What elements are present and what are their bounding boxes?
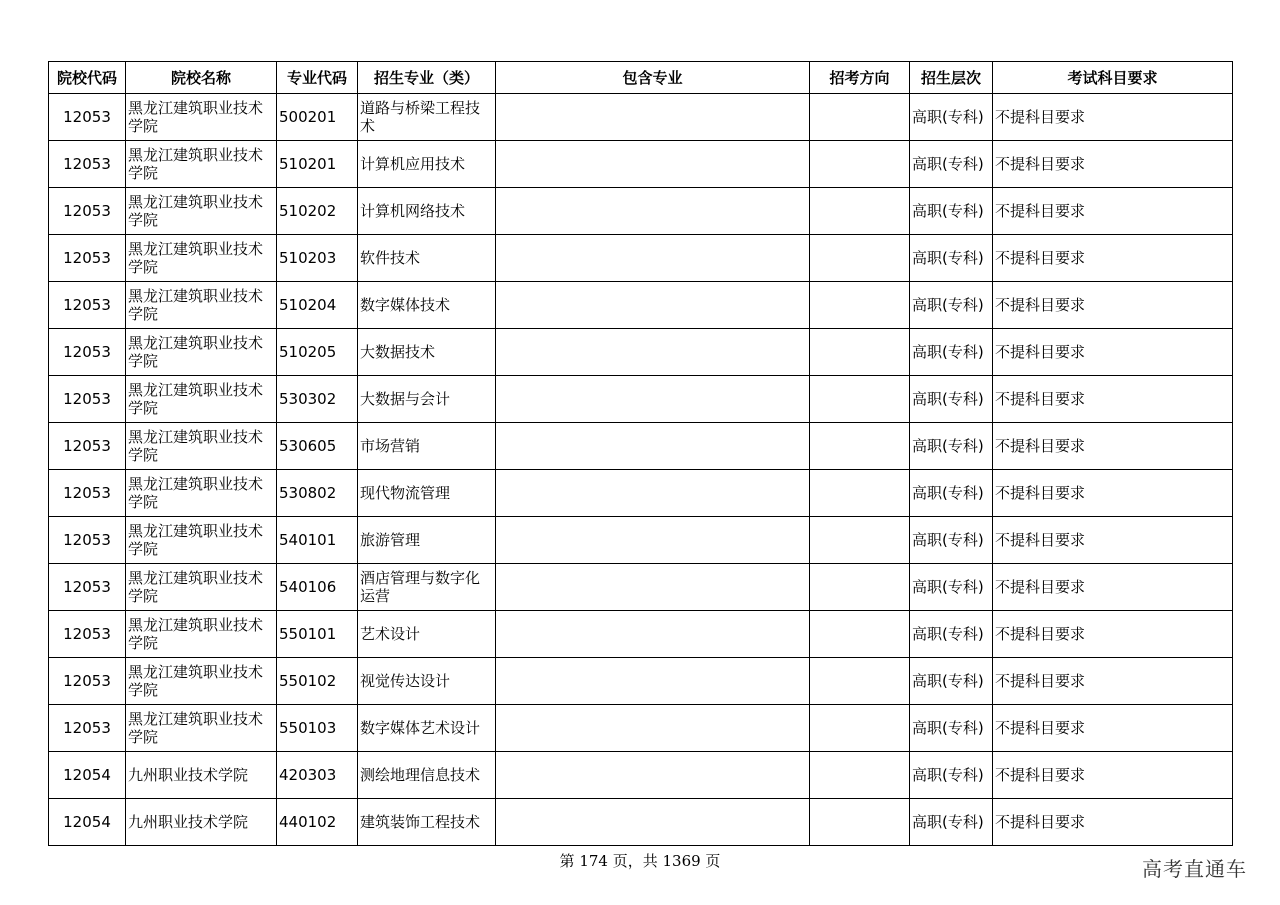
- cell-included-majors: [496, 752, 810, 799]
- cell-level: 高职(专科): [910, 188, 993, 235]
- cell-school-code: 12053: [49, 705, 126, 752]
- cell-level: 高职(专科): [910, 423, 993, 470]
- cell-exam-direction: [810, 564, 910, 611]
- cell-included-majors: [496, 658, 810, 705]
- cell-included-majors: [496, 611, 810, 658]
- cell-school-code: 12053: [49, 470, 126, 517]
- cell-included-majors: [496, 235, 810, 282]
- cell-major-category: 测绘地理信息技术: [358, 752, 496, 799]
- cell-included-majors: [496, 423, 810, 470]
- cell-subject-requirement: 不提科目要求: [993, 517, 1233, 564]
- cell-major-category: 现代物流管理: [358, 470, 496, 517]
- cell-subject-requirement: 不提科目要求: [993, 705, 1233, 752]
- cell-major-code: 530605: [277, 423, 358, 470]
- cell-exam-direction: [810, 329, 910, 376]
- cell-school-name: 黑龙江建筑职业技术学院: [126, 658, 277, 705]
- cell-subject-requirement: 不提科目要求: [993, 376, 1233, 423]
- header-included-majors: 包含专业: [496, 62, 810, 94]
- cell-school-name: 黑龙江建筑职业技术学院: [126, 94, 277, 141]
- cell-major-category: 艺术设计: [358, 611, 496, 658]
- watermark-logo-text: 高考直通车: [1142, 857, 1247, 881]
- cell-subject-requirement: 不提科目要求: [993, 658, 1233, 705]
- table-row: [49, 376, 1233, 423]
- cell-school-code: 12053: [49, 188, 126, 235]
- cell-exam-direction: [810, 517, 910, 564]
- cell-major-code: 550101: [277, 611, 358, 658]
- cell-included-majors: [496, 94, 810, 141]
- cell-included-majors: [496, 188, 810, 235]
- cell-school-code: 12053: [49, 564, 126, 611]
- cell-exam-direction: [810, 94, 910, 141]
- cell-major-category: 视觉传达设计: [358, 658, 496, 705]
- cell-major-code: 440102: [277, 799, 358, 846]
- cell-exam-direction: [810, 470, 910, 517]
- cell-school-code: 12053: [49, 517, 126, 564]
- cell-major-code: 530302: [277, 376, 358, 423]
- table-row: [49, 188, 1233, 235]
- cell-major-category: 软件技术: [358, 235, 496, 282]
- cell-exam-direction: [810, 141, 910, 188]
- cell-level: 高职(专科): [910, 376, 993, 423]
- cell-included-majors: [496, 329, 810, 376]
- cell-exam-direction: [810, 611, 910, 658]
- cell-subject-requirement: 不提科目要求: [993, 94, 1233, 141]
- table-row: [49, 564, 1233, 611]
- cell-major-category: 数字媒体技术: [358, 282, 496, 329]
- cell-major-code: 510205: [277, 329, 358, 376]
- cell-major-category: 计算机网络技术: [358, 188, 496, 235]
- cell-major-code: 510202: [277, 188, 358, 235]
- cell-school-code: 12053: [49, 423, 126, 470]
- table-row: [49, 329, 1233, 376]
- cell-school-code: 12054: [49, 799, 126, 846]
- header-subject-requirement: 考试科目要求: [993, 62, 1233, 94]
- table-row: [49, 611, 1233, 658]
- cell-major-code: 540101: [277, 517, 358, 564]
- cell-exam-direction: [810, 658, 910, 705]
- cell-exam-direction: [810, 188, 910, 235]
- cell-included-majors: [496, 799, 810, 846]
- cell-school-code: 12053: [49, 329, 126, 376]
- cell-level: 高职(专科): [910, 141, 993, 188]
- cell-subject-requirement: 不提科目要求: [993, 564, 1233, 611]
- cell-level: 高职(专科): [910, 611, 993, 658]
- cell-level: 高职(专科): [910, 94, 993, 141]
- cell-school-code: 12053: [49, 376, 126, 423]
- cell-major-code: 420303: [277, 752, 358, 799]
- cell-school-name: 九州职业技术学院: [126, 799, 277, 846]
- cell-exam-direction: [810, 376, 910, 423]
- table-row: [49, 517, 1233, 564]
- cell-school-name: 黑龙江建筑职业技术学院: [126, 188, 277, 235]
- cell-major-category: 计算机应用技术: [358, 141, 496, 188]
- cell-subject-requirement: 不提科目要求: [993, 611, 1233, 658]
- cell-school-name: 九州职业技术学院: [126, 752, 277, 799]
- cell-major-category: 大数据与会计: [358, 376, 496, 423]
- cell-major-category: 建筑装饰工程技术: [358, 799, 496, 846]
- header-school-code: 院校代码: [49, 62, 126, 94]
- cell-school-name: 黑龙江建筑职业技术学院: [126, 705, 277, 752]
- cell-school-name: 黑龙江建筑职业技术学院: [126, 611, 277, 658]
- cell-subject-requirement: 不提科目要求: [993, 329, 1233, 376]
- cell-included-majors: [496, 470, 810, 517]
- table-header-row: [49, 62, 1233, 94]
- cell-subject-requirement: 不提科目要求: [993, 235, 1233, 282]
- cell-exam-direction: [810, 282, 910, 329]
- cell-school-name: 黑龙江建筑职业技术学院: [126, 235, 277, 282]
- header-major-category: 招生专业（类）: [358, 62, 496, 94]
- table-row: [49, 799, 1233, 846]
- cell-exam-direction: [810, 799, 910, 846]
- cell-subject-requirement: 不提科目要求: [993, 282, 1233, 329]
- header-school-name: 院校名称: [126, 62, 277, 94]
- cell-school-code: 12053: [49, 282, 126, 329]
- cell-major-category: 酒店管理与数字化运营: [358, 564, 496, 611]
- cell-subject-requirement: 不提科目要求: [993, 423, 1233, 470]
- cell-school-name: 黑龙江建筑职业技术学院: [126, 564, 277, 611]
- cell-major-category: 市场营销: [358, 423, 496, 470]
- cell-major-code: 500201: [277, 94, 358, 141]
- cell-subject-requirement: 不提科目要求: [993, 141, 1233, 188]
- table-row: [49, 94, 1233, 141]
- table-row: [49, 141, 1233, 188]
- table-row: [49, 235, 1233, 282]
- cell-subject-requirement: 不提科目要求: [993, 752, 1233, 799]
- header-major-code: 专业代码: [277, 62, 358, 94]
- cell-major-code: 530802: [277, 470, 358, 517]
- cell-major-code: 550102: [277, 658, 358, 705]
- cell-exam-direction: [810, 235, 910, 282]
- cell-included-majors: [496, 517, 810, 564]
- cell-major-code: 510204: [277, 282, 358, 329]
- cell-major-category: 数字媒体艺术设计: [358, 705, 496, 752]
- cell-included-majors: [496, 564, 810, 611]
- cell-school-code: 12053: [49, 141, 126, 188]
- cell-exam-direction: [810, 705, 910, 752]
- cell-school-name: 黑龙江建筑职业技术学院: [126, 376, 277, 423]
- cell-level: 高职(专科): [910, 470, 993, 517]
- header-level: 招生层次: [910, 62, 993, 94]
- cell-school-name: 黑龙江建筑职业技术学院: [126, 517, 277, 564]
- header-exam-direction: 招考方向: [810, 62, 910, 94]
- cell-level: 高职(专科): [910, 705, 993, 752]
- cell-level: 高职(专科): [910, 799, 993, 846]
- cell-school-name: 黑龙江建筑职业技术学院: [126, 141, 277, 188]
- cell-school-code: 12054: [49, 752, 126, 799]
- table-row: [49, 658, 1233, 705]
- table-row: [49, 282, 1233, 329]
- cell-school-code: 12053: [49, 611, 126, 658]
- table-row: [49, 423, 1233, 470]
- cell-included-majors: [496, 141, 810, 188]
- cell-school-code: 12053: [49, 235, 126, 282]
- cell-level: 高职(专科): [910, 658, 993, 705]
- cell-level: 高职(专科): [910, 564, 993, 611]
- table-row: [49, 752, 1233, 799]
- cell-school-name: 黑龙江建筑职业技术学院: [126, 423, 277, 470]
- cell-level: 高职(专科): [910, 235, 993, 282]
- admissions-table: [48, 61, 1233, 846]
- table-body: [49, 94, 1233, 846]
- cell-school-code: 12053: [49, 94, 126, 141]
- cell-school-name: 黑龙江建筑职业技术学院: [126, 329, 277, 376]
- cell-included-majors: [496, 705, 810, 752]
- cell-major-code: 510203: [277, 235, 358, 282]
- table-row: [49, 705, 1233, 752]
- cell-subject-requirement: 不提科目要求: [993, 188, 1233, 235]
- cell-level: 高职(专科): [910, 282, 993, 329]
- cell-level: 高职(专科): [910, 752, 993, 799]
- cell-subject-requirement: 不提科目要求: [993, 470, 1233, 517]
- cell-major-code: 540106: [277, 564, 358, 611]
- cell-included-majors: [496, 376, 810, 423]
- cell-major-category: 大数据技术: [358, 329, 496, 376]
- cell-exam-direction: [810, 423, 910, 470]
- cell-exam-direction: [810, 752, 910, 799]
- cell-level: 高职(专科): [910, 517, 993, 564]
- cell-subject-requirement: 不提科目要求: [993, 799, 1233, 846]
- cell-major-category: 道路与桥梁工程技术: [358, 94, 496, 141]
- cell-included-majors: [496, 282, 810, 329]
- cell-major-code: 510201: [277, 141, 358, 188]
- cell-school-name: 黑龙江建筑职业技术学院: [126, 470, 277, 517]
- page-number: 第 174 页，共 1369 页: [559, 852, 721, 870]
- cell-school-name: 黑龙江建筑职业技术学院: [126, 282, 277, 329]
- cell-school-code: 12053: [49, 658, 126, 705]
- cell-major-code: 550103: [277, 705, 358, 752]
- cell-major-category: 旅游管理: [358, 517, 496, 564]
- table-row: [49, 470, 1233, 517]
- cell-level: 高职(专科): [910, 329, 993, 376]
